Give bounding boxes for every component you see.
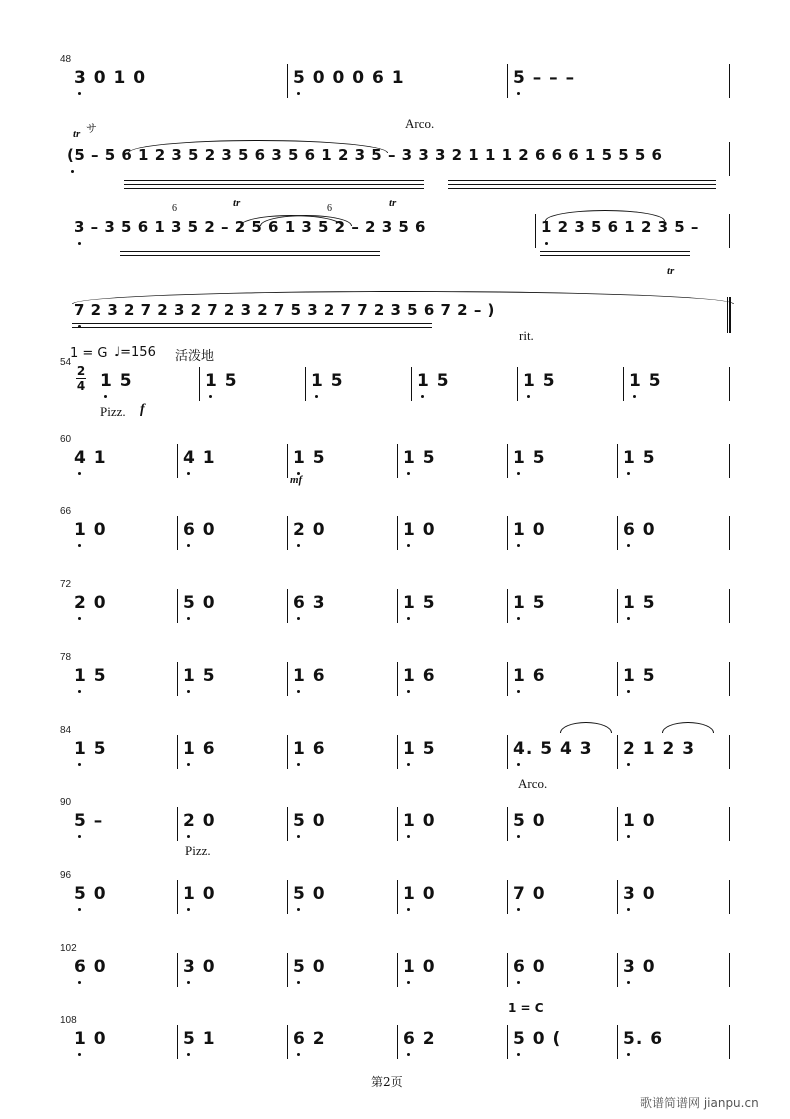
measure-number: 54	[60, 357, 72, 368]
measure-notes: 1 6	[403, 666, 436, 686]
octave-dot	[78, 690, 81, 693]
barline	[287, 880, 288, 914]
measure-notes: 3 0	[623, 957, 656, 977]
barline	[507, 444, 508, 478]
slur	[662, 722, 714, 733]
system-7	[0, 506, 790, 566]
barline	[199, 367, 200, 401]
tuplet-number: 6	[327, 203, 332, 214]
octave-dot	[78, 544, 81, 547]
barline	[305, 367, 306, 401]
watermark-text: 歌谱简谱网 jianpu.cn	[640, 1096, 759, 1110]
measure-notes: 2 0	[74, 593, 107, 613]
key-change: 1 = C	[508, 1001, 544, 1015]
octave-dot	[517, 981, 520, 984]
barline	[177, 662, 178, 696]
dynamic-forte: f	[140, 402, 145, 417]
tuplet-number: 6	[172, 203, 177, 214]
barline	[287, 662, 288, 696]
barline	[177, 444, 178, 478]
barline	[507, 735, 508, 769]
octave-dot	[517, 835, 520, 838]
octave-dot	[407, 981, 410, 984]
measure-notes: 1 6	[183, 739, 216, 759]
pizzicato-marking: Pizz.	[100, 404, 126, 419]
barline	[729, 589, 730, 623]
barline	[177, 953, 178, 987]
trill-mark: tr	[667, 265, 675, 277]
pizzicato-marking: Pizz.	[185, 843, 211, 858]
barline	[729, 807, 730, 841]
ritardando-marking: rit.	[519, 328, 534, 343]
barline	[729, 142, 730, 176]
barline	[287, 953, 288, 987]
measure-notes: 1 5	[403, 593, 436, 613]
measure-number: 84	[60, 725, 72, 736]
octave-dot	[187, 690, 190, 693]
octave-dot	[627, 835, 630, 838]
measure-notes: 1 6	[293, 666, 326, 686]
measure-notes: 1 5	[623, 448, 656, 468]
measure-notes: 4 1	[74, 448, 107, 468]
measure-notes: 5 0	[293, 957, 326, 977]
octave-dot	[627, 472, 630, 475]
trill-mark: tr	[389, 197, 397, 209]
time-signature-bottom: 4	[76, 379, 86, 393]
barline	[397, 1025, 398, 1059]
octave-dot	[297, 92, 300, 95]
key-signature: 1 = G	[70, 346, 108, 361]
system-10	[0, 725, 790, 785]
trill-mark: tr	[73, 128, 81, 140]
measure-notes: 6 3	[293, 593, 326, 613]
octave-dot	[407, 617, 410, 620]
measure-notes: 1 5	[623, 666, 656, 686]
measure-notes: 6 2	[403, 1029, 436, 1049]
measure-notes: 3 0	[183, 957, 216, 977]
octave-dot	[627, 690, 630, 693]
measure-notes: 5 1	[183, 1029, 216, 1049]
octave-dot	[633, 395, 636, 398]
slur	[560, 722, 612, 733]
octave-dot	[78, 472, 81, 475]
measure-number: 48	[60, 54, 72, 65]
barline	[397, 807, 398, 841]
barline	[397, 880, 398, 914]
dynamic-mezzo-forte: mf	[290, 474, 303, 486]
barline	[177, 807, 178, 841]
octave-dot	[545, 242, 548, 245]
octave-dot	[187, 908, 190, 911]
barline	[287, 807, 288, 841]
measure-notes: 1 5	[417, 371, 450, 391]
measure-notes: 1 5	[183, 666, 216, 686]
beam-underline	[124, 180, 424, 181]
octave-dot	[517, 908, 520, 911]
octave-dot	[517, 1053, 520, 1056]
octave-dot	[315, 395, 318, 398]
barline	[729, 953, 730, 987]
barline	[287, 589, 288, 623]
octave-dot	[517, 617, 520, 620]
measure-notes: 4 1	[183, 448, 216, 468]
barline	[287, 735, 288, 769]
barline	[617, 444, 618, 478]
octave-dot	[297, 1053, 300, 1056]
measure-notes: 1 5	[629, 371, 662, 391]
measure-notes: 1 0	[403, 811, 436, 831]
barline	[287, 444, 288, 478]
octave-dot	[627, 544, 630, 547]
octave-dot	[407, 472, 410, 475]
octave-dot	[297, 544, 300, 547]
octave-dot	[407, 690, 410, 693]
measure-notes: 1 0	[183, 884, 216, 904]
barline	[617, 516, 618, 550]
measure-notes: 1 5	[623, 593, 656, 613]
measure-notes: 6 0	[74, 957, 107, 977]
barline	[729, 1025, 730, 1059]
octave-dot	[407, 835, 410, 838]
barline	[617, 589, 618, 623]
octave-dot	[627, 1053, 630, 1056]
tempo-marking: ♩=156	[114, 345, 156, 360]
octave-dot	[421, 395, 424, 398]
measure-notes: 2 0	[183, 811, 216, 831]
barline	[177, 1025, 178, 1059]
measure-notes: 3 0 1 0	[74, 68, 147, 88]
octave-dot	[78, 92, 81, 95]
measure-notes: 5 –	[74, 811, 104, 831]
octave-dot	[297, 835, 300, 838]
barline	[617, 1025, 618, 1059]
beam-underline	[120, 251, 380, 252]
barline	[729, 367, 730, 401]
measure-number: 60	[60, 434, 72, 445]
measure-number: 66	[60, 506, 72, 517]
barline	[177, 516, 178, 550]
barline	[623, 367, 624, 401]
system-13	[0, 943, 790, 1003]
grace-mark: サ	[86, 123, 97, 135]
time-signature-top: 2	[76, 364, 86, 378]
measure-notes: 2 1 2 3	[623, 739, 696, 759]
octave-dot	[407, 1053, 410, 1056]
measure-notes: 1 5	[74, 739, 107, 759]
measure-number: 90	[60, 797, 72, 808]
measure-notes: 5 0	[74, 884, 107, 904]
measure-number: 108	[60, 1015, 77, 1026]
octave-dot	[187, 472, 190, 475]
measure-notes: 5 0 (	[513, 1029, 562, 1049]
measure-notes: 5 0	[293, 811, 326, 831]
barline	[617, 662, 618, 696]
measure-notes: 7 2 3 2 7 2 3 2 7 2 3 2 7 5 3 2 7 7 2 3 5 6 7 2 – )	[74, 301, 495, 319]
octave-dot	[627, 617, 630, 620]
barline	[287, 64, 288, 98]
beam-underline	[72, 323, 432, 324]
measure-notes: 1 5	[403, 739, 436, 759]
barline	[729, 735, 730, 769]
octave-dot	[78, 908, 81, 911]
measure-notes: (5 – 5 6 1 2 3 5 2 3 5 6 3 5 6 1 2 3 5 – 3 3 3 2 1 1 1 2 6 6 6 1 5 5 5 6	[67, 146, 663, 164]
system-8	[0, 579, 790, 639]
octave-dot	[78, 617, 81, 620]
octave-dot	[517, 690, 520, 693]
octave-dot	[78, 835, 81, 838]
measure-notes: 1 5	[100, 371, 133, 391]
barline	[397, 735, 398, 769]
octave-dot	[187, 1053, 190, 1056]
octave-dot	[187, 981, 190, 984]
measure-notes: 5 – – –	[513, 68, 576, 88]
trill-mark: tr	[233, 197, 241, 209]
measure-notes: 4. 5 4 3	[513, 739, 593, 759]
barline	[397, 953, 398, 987]
measure-notes: 1 5	[513, 448, 546, 468]
octave-dot	[517, 92, 520, 95]
octave-dot	[297, 908, 300, 911]
measure-notes: 1 0	[403, 520, 436, 540]
system-6	[0, 434, 790, 494]
beam-underline	[540, 251, 690, 252]
beam-underline	[448, 188, 716, 189]
octave-dot	[517, 544, 520, 547]
barline	[287, 516, 288, 550]
barline	[617, 807, 618, 841]
measure-notes: 1 0	[513, 520, 546, 540]
barline	[617, 880, 618, 914]
measure-notes: 1 6	[513, 666, 546, 686]
barline	[177, 589, 178, 623]
arco-marking: Arco.	[518, 776, 548, 791]
expression-marking: 活泼地	[175, 349, 215, 364]
beam-underline	[448, 184, 716, 185]
barline	[397, 589, 398, 623]
measure-number: 78	[60, 652, 72, 663]
barline	[729, 662, 730, 696]
measure-notes: 3 0	[623, 884, 656, 904]
barline	[507, 589, 508, 623]
measure-notes: 1 5	[513, 593, 546, 613]
octave-dot	[297, 617, 300, 620]
measure-notes: 1 2 3 5 6 1 2 3 5 –	[541, 218, 699, 236]
barline	[411, 367, 412, 401]
page-number: 第2页	[371, 1075, 403, 1089]
measure-number: 102	[60, 943, 77, 954]
octave-dot	[187, 835, 190, 838]
octave-dot	[627, 908, 630, 911]
barline	[729, 214, 730, 248]
barline	[617, 735, 618, 769]
barline	[507, 807, 508, 841]
barline	[177, 735, 178, 769]
measure-notes: 1 5	[311, 371, 344, 391]
measure-notes: 6 0	[623, 520, 656, 540]
octave-dot	[104, 395, 107, 398]
octave-dot	[627, 981, 630, 984]
octave-dot	[517, 472, 520, 475]
system-14	[0, 1015, 790, 1075]
measure-notes: 1 5	[403, 448, 436, 468]
measure-notes: 1 0	[403, 884, 436, 904]
measure-notes: 6 0	[513, 957, 546, 977]
beam-underline	[72, 327, 432, 328]
beam-underline	[124, 188, 424, 189]
octave-dot	[187, 544, 190, 547]
measure-notes: 5. 6	[623, 1029, 664, 1049]
beam-underline	[448, 180, 716, 181]
barline	[729, 444, 730, 478]
octave-dot	[407, 763, 410, 766]
barline	[729, 64, 730, 98]
barline	[507, 953, 508, 987]
octave-dot	[297, 763, 300, 766]
measure-notes: 7 0	[513, 884, 546, 904]
octave-dot	[78, 981, 81, 984]
barline	[617, 953, 618, 987]
system-1	[0, 54, 790, 114]
octave-dot	[209, 395, 212, 398]
measure-notes: 6 0	[183, 520, 216, 540]
measure-notes: 6 2	[293, 1029, 326, 1049]
octave-dot	[297, 981, 300, 984]
barline	[507, 516, 508, 550]
barline	[729, 880, 730, 914]
measure-notes: 1 5	[523, 371, 556, 391]
arco-marking: Arco.	[405, 116, 435, 131]
barline	[507, 662, 508, 696]
measure-notes: 5 0	[513, 811, 546, 831]
barline	[397, 444, 398, 478]
octave-dot	[407, 908, 410, 911]
barline	[397, 516, 398, 550]
barline	[535, 214, 536, 248]
system-2	[0, 132, 790, 192]
octave-dot	[71, 170, 74, 173]
octave-dot	[297, 690, 300, 693]
barline	[507, 64, 508, 98]
measure-notes: 1 0	[74, 520, 107, 540]
octave-dot	[407, 544, 410, 547]
barline	[517, 367, 518, 401]
barline	[397, 662, 398, 696]
barline	[177, 880, 178, 914]
measure-notes: 1 5	[205, 371, 238, 391]
measure-notes: 1 6	[293, 739, 326, 759]
measure-number: 72	[60, 579, 72, 590]
system-9	[0, 652, 790, 712]
measure-notes: 5 0	[293, 884, 326, 904]
octave-dot	[527, 395, 530, 398]
beam-underline	[124, 184, 424, 185]
octave-dot	[627, 763, 630, 766]
barline	[287, 1025, 288, 1059]
system-11	[0, 797, 790, 857]
octave-dot	[78, 763, 81, 766]
octave-dot	[517, 763, 520, 766]
time-signature	[76, 365, 86, 392]
octave-dot	[78, 1053, 81, 1056]
octave-dot	[78, 242, 81, 245]
measure-notes: 1 0	[403, 957, 436, 977]
beam-underline	[540, 255, 690, 256]
measure-notes: 1 5	[74, 666, 107, 686]
measure-notes: 5 0	[183, 593, 216, 613]
measure-notes: 1 0	[74, 1029, 107, 1049]
beam-underline	[120, 255, 380, 256]
measure-notes: 3 – 3 5 6 1 3 5 2 – 2 5 6 1 3 5 2 – 2 3 5 6	[74, 218, 426, 236]
system-12	[0, 870, 790, 930]
barline	[507, 1025, 508, 1059]
measure-notes: 5 0 0 0 6 1	[293, 68, 405, 88]
measure-notes: 1 5	[293, 448, 326, 468]
measure-notes: 2 0	[293, 520, 326, 540]
octave-dot	[187, 617, 190, 620]
measure-number: 96	[60, 870, 72, 881]
barline	[507, 880, 508, 914]
measure-notes: 1 0	[623, 811, 656, 831]
barline	[729, 516, 730, 550]
octave-dot	[187, 763, 190, 766]
